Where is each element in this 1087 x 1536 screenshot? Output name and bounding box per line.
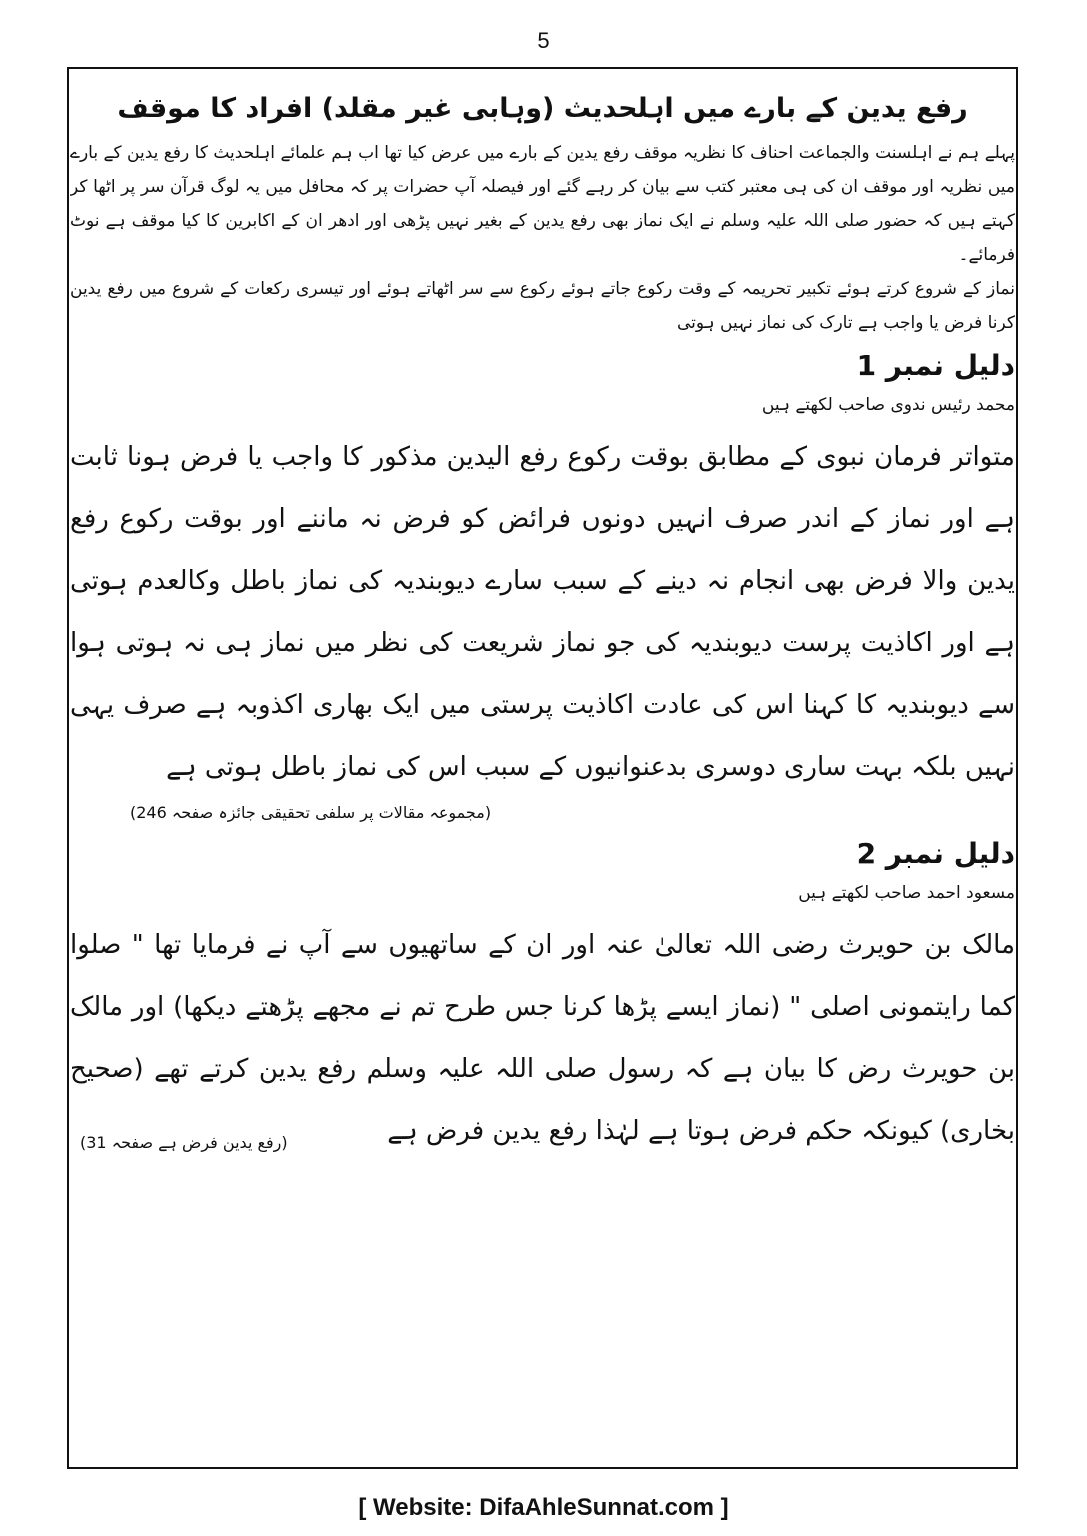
- daleel-2-section: [70, 834, 1015, 1162]
- daleel-2-body-wrap: [70, 914, 1015, 1162]
- daleel-2-reference: (رفع یدین فرض ہے صفحہ 31): [80, 1133, 288, 1152]
- page-title: رفع یدین کے بارے میں اہلحدیث (وہابی غیر مقلد) افراد کا موقف: [117, 93, 968, 124]
- page-content: [70, 92, 1015, 1162]
- daleel-1-heading: دلیل نمبر 1: [856, 349, 1015, 382]
- statement-paragraph: نماز کے شروع کرتے ہوئے تکبیر تحریمہ کے وقت رکوع جاتے ہوئے رکوع سے سر اٹھاتے ہوئے اور تیسری رکعات کے شروع میں رفع یدین کرنا فرض یا واجب ہے تارک کی نماز نہیں ہوتی: [70, 279, 1015, 333]
- daleel-2-body: مالک بن حویرث رضی اللہ تعالیٰ عنہ اور ان کے ساتھیوں سے آپ نے فرمایا تھا " صلوا کما رایتمونی اصلی " (نماز ایسے پڑھا کرنا جس طرح تم نے مجھے پڑھتے دیکھا) اور مالک بن حویرث رض کا بیان ہے کہ رسول صلی اللہ علیہ وسلم رفع یدین کرتے تھے (صحیح بخاری) کیونکہ حکم فرض ہوتا ہے لہٰذا رفع یدین فرض ہے: [70, 930, 1015, 1146]
- daleel-1-body: متواتر فرمان نبوی کے مطابق بوقت رکوع رفع الیدین مذکور کا واجب یا فرض ہونا ثابت ہے اور نماز کے اندر صرف انہیں دونوں فرائض کو فرض نہ ماننے اور بوقت رکوع رفع یدین والا فرض بھی انجام نہ دینے کے سبب سارے دیوبندیہ کی نماز باطل وکالعدم ہوتی ہے اور اکاذیت پرست دیوبندیہ کی جو نماز شریعت کی نظر میں نماز ہی نہ ہوتی ہوا سے دیوبندیہ کا کہنا اس کی عادت اکاذیت پرستی میں ایک بھاری اکذوبہ ہے صرف یہی نہیں بلکہ بہت ساری دوسری بدعنوانیوں کے سبب اس کی نماز باطل ہوتی ہے: [70, 442, 1015, 782]
- website-footer: [ Website: DifaAhleSunnat.com ]: [358, 1494, 729, 1521]
- daleel-1-reference: (مجموعہ مقالات پر سلفی تحقیقی جائزہ صفحہ 246): [130, 803, 492, 822]
- daleel-1-author: محمد رئیس ندوی صاحب لکھتے ہیں: [761, 395, 1015, 415]
- daleel-2-heading: دلیل نمبر 2: [856, 837, 1015, 870]
- daleel-2-author: مسعود احمد صاحب لکھتے ہیں: [798, 883, 1015, 903]
- page-number: 5: [537, 28, 550, 53]
- daleel-1-section: [70, 346, 1015, 828]
- intro-paragraph: پہلے ہم نے اہلسنت والجماعت احناف کا نظریہ موقف رفع یدین کے بارے میں عرض کیا تھا اب ہم علمائے اہلحدیث کا رفع یدین کے بارے میں نظریہ اور موقف ان کی ہی معتبر کتب سے بیان کر رہے گئے اور فیصلہ آپ حضرات پر کہ محافل میں یہ لوگ قرآن سر پر اٹھا کر کہتے ہیں کہ حضور صلی اللہ علیہ وسلم نے ایک نماز بھی رفع یدین کے بغیر نہیں پڑھی اور ادھر ان کے اکابرین کا کیا موقف ہے نوٹ فرمائے۔: [70, 143, 1015, 265]
